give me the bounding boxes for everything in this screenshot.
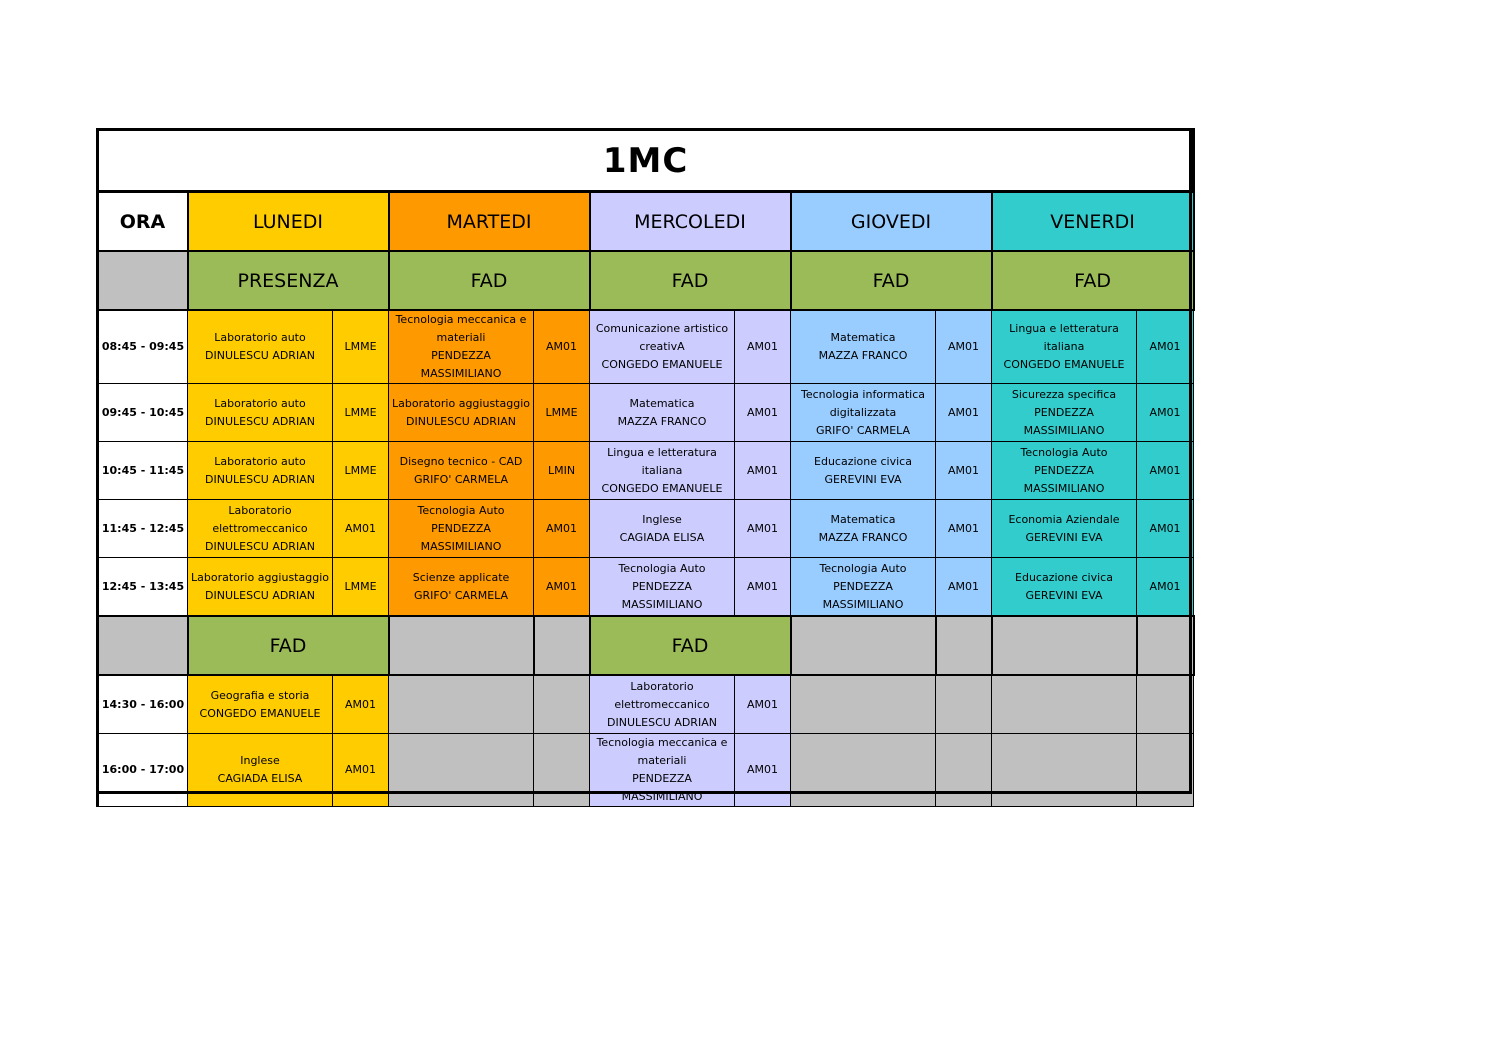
empty-cell [389, 734, 534, 807]
empty-cell [992, 734, 1137, 807]
lesson-room-giovedi: AM01 [936, 310, 992, 384]
empty-cell [791, 675, 936, 734]
lesson-cell-giovedi [791, 442, 936, 500]
lesson-teacher: CONGEDO EMANUELE [199, 706, 321, 720]
lesson-cell-mercoledi [590, 310, 735, 384]
time-row [98, 675, 1194, 734]
lesson-room-martedi: LMIN [534, 442, 590, 500]
lesson-room-venerdi: AM01 [1137, 384, 1194, 442]
lesson-cell-lunedi [188, 734, 333, 807]
lesson-subject: Tecnologia Auto [1020, 445, 1108, 459]
lesson-teacher: PENDEZZA MASSIMILIANO [822, 579, 904, 611]
empty-cell [936, 675, 992, 734]
lesson-teacher: DINULESCU ADRIAN [205, 349, 315, 362]
lesson-room-giovedi: AM01 [936, 442, 992, 500]
lesson-room-giovedi: AM01 [936, 558, 992, 617]
lesson-teacher: DINULESCU ADRIAN [205, 472, 315, 486]
lesson-room-martedi: AM01 [534, 500, 590, 558]
lesson-cell-mercoledi [590, 442, 735, 500]
mode-mercoledi: FAD [590, 251, 791, 310]
time-row [98, 500, 1194, 558]
lesson-room-lunedi: LMME [333, 384, 389, 442]
lesson-room-lunedi: AM01 [333, 734, 389, 807]
mode-spacer [98, 251, 188, 310]
lesson-room-venerdi: AM01 [1137, 442, 1194, 500]
afternoon-mode-mercoledi: FAD [590, 616, 791, 675]
lesson-teacher: CONGEDO EMANUELE [1003, 358, 1125, 371]
empty-cell [791, 616, 936, 675]
time-slot: 11:45 - 12:45 [98, 500, 188, 558]
lesson-subject: Tecnologia Auto [417, 503, 505, 517]
lesson-room-giovedi: AM01 [936, 384, 992, 442]
lesson-teacher: PENDEZZA MASSIMILIANO [1023, 463, 1105, 495]
day-header-martedi: MARTEDI [389, 192, 590, 252]
lesson-cell-giovedi [791, 384, 936, 442]
mode-martedi: FAD [389, 251, 590, 310]
lesson-cell-mercoledi [590, 558, 735, 617]
empty-cell [534, 616, 590, 675]
empty-cell [534, 734, 590, 807]
lesson-subject: Inglese [642, 512, 682, 526]
lesson-room-lunedi: LMME [333, 310, 389, 384]
lesson-room-martedi: AM01 [534, 558, 590, 617]
lesson-cell-martedi [389, 310, 534, 384]
mode-venerdi: FAD [992, 251, 1194, 310]
lesson-cell-giovedi [791, 310, 936, 384]
lesson-teacher: CONGEDO EMANUELE [601, 358, 723, 371]
day-header-mercoledi: MERCOLEDI [590, 192, 791, 252]
empty-cell [936, 616, 992, 675]
lesson-teacher: PENDEZZA MASSIMILIANO [420, 521, 502, 553]
lesson-teacher: CAGIADA ELISA [619, 530, 705, 544]
lesson-teacher: MAZZA FRANCO [818, 530, 908, 544]
lesson-subject: Matematica [629, 396, 695, 410]
lesson-cell-mercoledi [590, 734, 735, 807]
lesson-teacher: MAZZA FRANCO [617, 414, 707, 428]
lesson-teacher: DINULESCU ADRIAN [205, 539, 315, 553]
lesson-room-venerdi: AM01 [1137, 500, 1194, 558]
lesson-cell-mercoledi [590, 500, 735, 558]
mode-lunedi: PRESENZA [188, 251, 389, 310]
lesson-subject: Laboratorio elettromeccanico [614, 679, 710, 711]
lesson-room-lunedi: AM01 [333, 500, 389, 558]
lesson-subject: Laboratorio aggiustaggio [191, 570, 329, 584]
lesson-teacher: GRIFO' CARMELA [413, 588, 509, 602]
lesson-cell-mercoledi [590, 384, 735, 442]
time-slot: 14:30 - 16:00 [98, 675, 188, 734]
lesson-teacher: GEREVINI EVA [1025, 588, 1103, 602]
empty-cell [992, 675, 1137, 734]
time-slot: 09:45 - 10:45 [98, 384, 188, 442]
lesson-room-mercoledi: AM01 [735, 558, 791, 617]
lesson-room-mercoledi: AM01 [735, 734, 791, 807]
mode-spacer [98, 616, 188, 675]
lesson-subject: Laboratorio auto [214, 396, 306, 410]
time-slot: 16:00 - 17:00 [98, 734, 188, 807]
time-row [98, 734, 1194, 807]
lesson-teacher: DINULESCU ADRIAN [205, 414, 315, 428]
time-slot: 08:45 - 09:45 [98, 310, 188, 384]
empty-cell [534, 675, 590, 734]
time-slot: 12:45 - 13:45 [98, 558, 188, 617]
timetable [96, 128, 1192, 803]
lesson-room-mercoledi: AM01 [735, 310, 791, 384]
afternoon-mode-row [98, 616, 1194, 675]
empty-cell [389, 675, 534, 734]
timetable-grid [96, 128, 1195, 807]
lesson-cell-lunedi [188, 500, 333, 558]
time-row [98, 442, 1194, 500]
lesson-subject: Geografia e storia [210, 688, 310, 702]
lesson-room-venerdi: AM01 [1137, 310, 1194, 384]
lesson-cell-martedi [389, 442, 534, 500]
lesson-subject: Laboratorio elettromeccanico [212, 503, 308, 535]
lesson-subject: Sicurezza specifica [1011, 387, 1117, 401]
lesson-cell-martedi [389, 384, 534, 442]
empty-cell [389, 616, 534, 675]
lesson-subject: Inglese [240, 754, 280, 767]
lesson-subject: Tecnologia meccanica e materiali [395, 313, 527, 344]
lesson-cell-martedi [389, 558, 534, 617]
lesson-subject: Lingua e letteratura italiana [607, 445, 717, 477]
lesson-room-martedi: AM01 [534, 310, 590, 384]
lesson-room-mercoledi: AM01 [735, 442, 791, 500]
lesson-cell-martedi [389, 500, 534, 558]
lesson-subject: Comunicazione artistico creativA [595, 322, 729, 353]
ora-header: ORA [98, 192, 188, 252]
lesson-cell-giovedi [791, 500, 936, 558]
day-header-giovedi: GIOVEDI [791, 192, 992, 252]
lesson-subject: Educazione civica [1015, 570, 1113, 584]
lesson-subject: Laboratorio auto [214, 454, 306, 468]
time-row [98, 558, 1194, 617]
lesson-teacher: GEREVINI EVA [1025, 530, 1103, 544]
empty-cell [992, 616, 1137, 675]
mode-giovedi: FAD [791, 251, 992, 310]
lesson-subject: Laboratorio auto [214, 331, 306, 344]
lesson-teacher: CONGEDO EMANUELE [601, 481, 723, 495]
lesson-teacher: GRIFO' CARMELA [815, 423, 911, 437]
class-title: 1MC [98, 130, 1194, 192]
lesson-room-lunedi: LMME [333, 442, 389, 500]
empty-cell [791, 734, 936, 807]
empty-cell [1137, 734, 1194, 807]
lesson-subject: Matematica [830, 512, 896, 526]
lesson-subject: Tecnologia Auto [819, 561, 907, 575]
lesson-teacher: DINULESCU ADRIAN [607, 715, 717, 729]
lesson-teacher: PENDEZZA MASSIMILIANO [621, 579, 703, 611]
lesson-cell-venerdi [992, 500, 1137, 558]
empty-cell [1137, 616, 1194, 675]
lesson-cell-mercoledi [590, 675, 735, 734]
time-slot: 10:45 - 11:45 [98, 442, 188, 500]
afternoon-mode-lunedi: FAD [188, 616, 389, 675]
lesson-cell-venerdi [992, 310, 1137, 384]
lesson-teacher: GEREVINI EVA [824, 472, 902, 486]
lesson-room-mercoledi: AM01 [735, 675, 791, 734]
lesson-subject: Educazione civica [814, 454, 912, 468]
lesson-subject: Tecnologia informatica digitalizzata [800, 387, 925, 419]
lesson-subject: Disegno tecnico - CAD [399, 454, 523, 468]
lesson-cell-lunedi [188, 558, 333, 617]
lesson-teacher: DINULESCU ADRIAN [205, 588, 315, 602]
lesson-teacher: PENDEZZA MASSIMILIANO [1023, 405, 1105, 437]
lesson-room-mercoledi: AM01 [735, 384, 791, 442]
lesson-subject: Scienze applicate [412, 570, 510, 584]
lesson-cell-lunedi [188, 442, 333, 500]
time-row [98, 310, 1194, 384]
lesson-room-venerdi: AM01 [1137, 558, 1194, 617]
lesson-cell-venerdi [992, 384, 1137, 442]
lesson-teacher: PENDEZZA MASSIMILIANO [420, 349, 502, 380]
lesson-cell-venerdi [992, 558, 1137, 617]
lesson-teacher: DINULESCU ADRIAN [406, 414, 516, 428]
day-header-venerdi: VENERDI [992, 192, 1194, 252]
lesson-cell-lunedi [188, 675, 333, 734]
empty-cell [1137, 675, 1194, 734]
lesson-room-martedi: LMME [534, 384, 590, 442]
lesson-subject: Matematica [830, 331, 896, 344]
lesson-cell-lunedi [188, 384, 333, 442]
lesson-subject: Economia Aziendale [1008, 512, 1120, 526]
empty-cell [936, 734, 992, 807]
lesson-room-lunedi: LMME [333, 558, 389, 617]
lesson-teacher: MAZZA FRANCO [818, 349, 908, 362]
time-row [98, 384, 1194, 442]
lesson-teacher: CAGIADA ELISA [217, 772, 303, 785]
lesson-teacher: GRIFO' CARMELA [413, 472, 509, 486]
lesson-cell-venerdi [992, 442, 1137, 500]
lesson-cell-lunedi [188, 310, 333, 384]
lesson-subject: Laboratorio aggiustaggio [392, 396, 530, 410]
lesson-teacher: PENDEZZA MASSIMILIANO [621, 772, 703, 803]
lesson-subject: Lingua e letteratura italiana [1009, 322, 1119, 353]
lesson-room-mercoledi: AM01 [735, 500, 791, 558]
lesson-room-giovedi: AM01 [936, 500, 992, 558]
day-header-lunedi: LUNEDI [188, 192, 389, 252]
lesson-subject: Tecnologia Auto [618, 561, 706, 575]
lesson-subject: Tecnologia meccanica e materiali [596, 736, 728, 767]
lesson-room-lunedi: AM01 [333, 675, 389, 734]
lesson-cell-giovedi [791, 558, 936, 617]
